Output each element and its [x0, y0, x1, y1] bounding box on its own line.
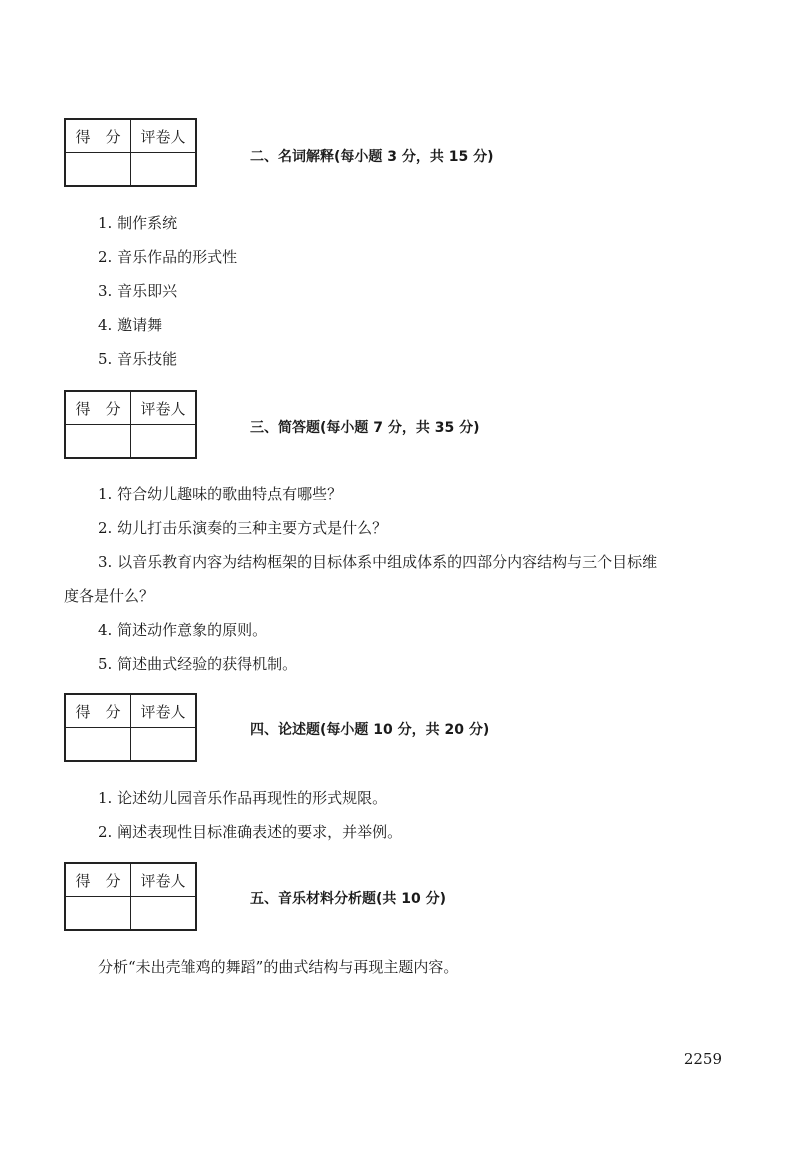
question-item-continuation: 度各是什么？: [64, 587, 155, 605]
question-item: 1. 论述幼儿园音乐作品再现性的形式规限。: [98, 789, 388, 807]
grader-label: 评卷人: [131, 863, 197, 897]
grader-cell: [131, 728, 197, 762]
score-box-section-3: [64, 390, 197, 459]
score-cell: [65, 425, 131, 459]
score-cell: [65, 153, 131, 187]
score-box-section-4: [64, 693, 197, 762]
grader-cell: [131, 897, 197, 931]
question-item: 2. 阐述表现性目标准确表述的要求，并举例。: [98, 823, 403, 841]
question-item: 5. 简述曲式经验的获得机制。: [98, 655, 298, 673]
grader-label: 评卷人: [131, 694, 197, 728]
grader-label: 评卷人: [131, 119, 197, 153]
question-item: 1. 制作系统: [98, 214, 178, 232]
question-item: 分析“未出壳雏鸡的舞蹈”的曲式结构与再现主题内容。: [98, 958, 459, 976]
question-item: 1. 符合幼儿趣味的歌曲特点有哪些？: [98, 485, 343, 503]
score-box-section-2: [64, 118, 197, 187]
score-label: 得 分: [65, 119, 131, 153]
question-item: 2. 幼儿打击乐演奏的三种主要方式是什么？: [98, 519, 388, 537]
section-title-3: 三、简答题(每小题 7 分，共 35 分): [250, 420, 480, 436]
score-cell: [65, 728, 131, 762]
question-item: 3. 音乐即兴: [98, 282, 178, 300]
score-label: 得 分: [65, 694, 131, 728]
score-label: 得 分: [65, 391, 131, 425]
section-title-5: 五、音乐材料分析题(共 10 分): [250, 891, 447, 907]
question-item: 2. 音乐作品的形式性: [98, 248, 238, 266]
page-number: 2259: [683, 1050, 722, 1068]
section-title-4: 四、论述题(每小题 10 分，共 20 分): [250, 722, 490, 738]
grader-label: 评卷人: [131, 391, 197, 425]
question-item: 3. 以音乐教育内容为结构框架的目标体系中组成体系的四部分内容结构与三个目标维: [98, 553, 658, 571]
score-cell: [65, 897, 131, 931]
question-item: 4. 邀请舞: [98, 316, 163, 334]
score-box-section-5: [64, 862, 197, 931]
question-item: 4. 简述动作意象的原则。: [98, 621, 268, 639]
grader-cell: [131, 153, 197, 187]
grader-cell: [131, 425, 197, 459]
score-label: 得 分: [65, 863, 131, 897]
question-item: 5. 音乐技能: [98, 350, 178, 368]
section-title-2: 二、名词解释(每小题 3 分，共 15 分): [250, 149, 494, 165]
